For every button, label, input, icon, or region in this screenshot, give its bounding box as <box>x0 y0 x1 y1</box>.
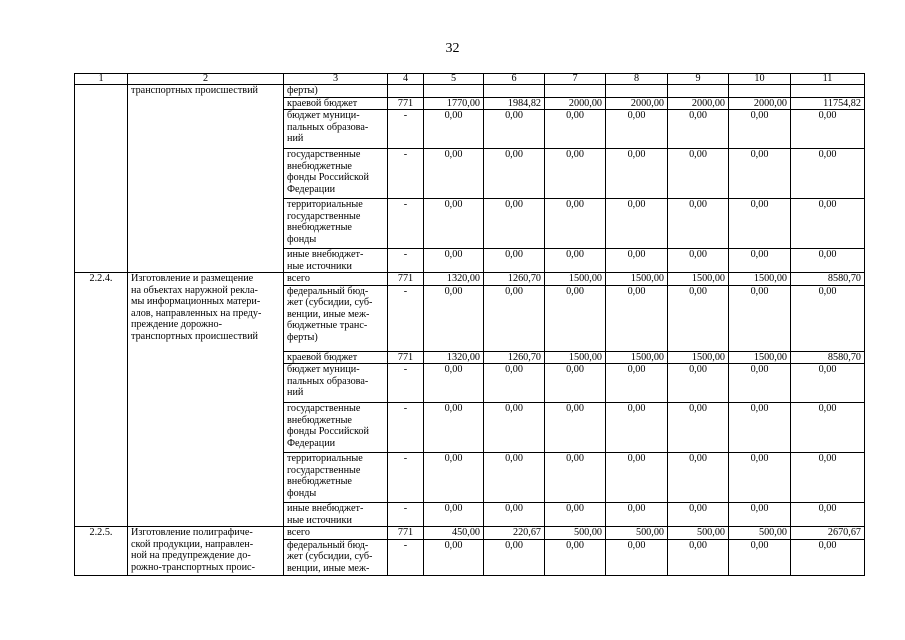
year-value: 1984,82 <box>484 97 545 110</box>
text-line: фонды <box>287 487 317 499</box>
text-line: ний <box>287 387 304 398</box>
year-value: 0,00 <box>545 110 606 149</box>
text-line: пальных образова- <box>287 121 369 133</box>
column-header: 9 <box>668 74 729 85</box>
year-value: 0,00 <box>424 364 484 403</box>
funding-source <box>284 285 388 351</box>
text-line: федеральный бюд- <box>287 285 369 297</box>
year-value: 0,00 <box>424 110 484 149</box>
budget-code: - <box>388 285 424 351</box>
year-value: 2000,00 <box>668 97 729 110</box>
text-line: государственные <box>287 149 361 160</box>
budget-code: 771 <box>388 97 424 110</box>
year-value: 0,00 <box>791 403 865 453</box>
year-value: 1260,70 <box>484 273 545 286</box>
year-value: 1320,00 <box>424 273 484 286</box>
year-value: 0,00 <box>729 199 791 249</box>
year-value: 0,00 <box>484 364 545 403</box>
table-row <box>75 273 865 286</box>
text-line: Федерации <box>287 437 336 449</box>
year-value: 1500,00 <box>729 351 791 364</box>
year-value: 0,00 <box>729 249 791 273</box>
text-line: краевой бюджет <box>287 351 358 363</box>
year-value: 0,00 <box>606 403 668 453</box>
year-value: 0,00 <box>791 110 865 149</box>
year-value: 0,00 <box>606 364 668 403</box>
funding-source <box>284 351 388 364</box>
year-value: 1500,00 <box>668 351 729 364</box>
text-line: преждение дорожно- <box>131 319 222 330</box>
text-line: внебюджетные <box>287 414 352 426</box>
year-value: 2000,00 <box>729 97 791 110</box>
column-header: 3 <box>284 74 388 85</box>
year-value: 0,00 <box>545 249 606 273</box>
text-line: фонды <box>287 233 317 245</box>
year-value: 0,00 <box>545 539 606 575</box>
budget-code: - <box>388 403 424 453</box>
year-value: 0,00 <box>424 285 484 351</box>
text-line: краевой бюджет <box>287 97 358 109</box>
column-number-row <box>75 74 865 85</box>
year-value: 1500,00 <box>606 273 668 286</box>
year-value: 0,00 <box>545 403 606 453</box>
year-value: 0,00 <box>606 249 668 273</box>
year-value: 1500,00 <box>545 273 606 286</box>
year-value: 0,00 <box>484 453 545 503</box>
year-value: 0,00 <box>606 199 668 249</box>
table-row <box>75 527 865 540</box>
budget-code: - <box>388 110 424 149</box>
text-line: бюджетные транс- <box>287 320 368 331</box>
column-header: 8 <box>606 74 668 85</box>
year-value: 0,00 <box>729 453 791 503</box>
item-number: 2.2.4. <box>75 273 128 527</box>
year-value: 0,00 <box>545 285 606 351</box>
year-value: 0,00 <box>791 539 865 575</box>
text-line: территориальные <box>287 453 363 464</box>
budget-code: - <box>388 364 424 403</box>
funding-source <box>284 249 388 273</box>
column-header: 1 <box>75 74 128 85</box>
year-value: 1770,00 <box>424 97 484 110</box>
year-value: 1500,00 <box>729 273 791 286</box>
text-line: жет (субсидии, суб- <box>287 297 373 308</box>
budget-code: 771 <box>388 527 424 540</box>
year-value: 0,00 <box>729 403 791 453</box>
year-value: 0,00 <box>484 403 545 453</box>
column-header: 10 <box>729 74 791 85</box>
text-line: государственные <box>287 464 361 476</box>
year-value: 500,00 <box>545 527 606 540</box>
text-line: федеральный бюд- <box>287 539 369 551</box>
year-value: 500,00 <box>606 527 668 540</box>
text-line: внебюджетные <box>287 476 352 487</box>
text-line: внебюджетные <box>287 160 352 172</box>
text-line: ской продукции, направлен- <box>131 538 254 550</box>
year-value: 1320,00 <box>424 351 484 364</box>
year-value: 0,00 <box>668 503 729 527</box>
text-line: венции, иные меж- <box>287 308 370 320</box>
year-value: 8580,70 <box>791 273 865 286</box>
year-value: 0,00 <box>606 285 668 351</box>
year-value: 0,00 <box>668 364 729 403</box>
year-value: 450,00 <box>424 527 484 540</box>
table-row <box>75 85 865 98</box>
year-value: 0,00 <box>668 149 729 199</box>
item-name <box>128 85 284 273</box>
budget-code: 771 <box>388 351 424 364</box>
budget-code: - <box>388 503 424 527</box>
column-header: 5 <box>424 74 484 85</box>
year-value: 0,00 <box>424 453 484 503</box>
budget-code: - <box>388 199 424 249</box>
year-value: 0,00 <box>545 453 606 503</box>
year-value <box>606 85 668 98</box>
text-line: ферты) <box>287 331 318 343</box>
text-line: транспортных происшествий <box>131 85 258 96</box>
column-header: 2 <box>128 74 284 85</box>
year-value: 0,00 <box>606 503 668 527</box>
year-value: 0,00 <box>424 199 484 249</box>
funding-source <box>284 149 388 199</box>
text-line: ферты) <box>287 85 318 96</box>
funding-source <box>284 527 388 540</box>
budget-code: - <box>388 453 424 503</box>
column-header: 4 <box>388 74 424 85</box>
budget-table <box>74 73 865 576</box>
year-value: 0,00 <box>791 149 865 199</box>
text-line: рожно-транспортных проис- <box>131 561 255 573</box>
year-value: 0,00 <box>668 199 729 249</box>
text-line: государственные <box>287 403 361 414</box>
funding-source <box>284 85 388 98</box>
year-value: 1500,00 <box>668 273 729 286</box>
funding-source <box>284 97 388 110</box>
text-line: всего <box>287 527 310 538</box>
year-value: 2670,67 <box>791 527 865 540</box>
year-value: 8580,70 <box>791 351 865 364</box>
year-value: 0,00 <box>791 249 865 273</box>
year-value: 0,00 <box>484 249 545 273</box>
text-line: бюджет муници- <box>287 364 360 375</box>
text-line: ные источники <box>287 514 352 526</box>
year-value: 11754,82 <box>791 97 865 110</box>
year-value: 0,00 <box>668 249 729 273</box>
year-value: 0,00 <box>668 110 729 149</box>
year-value: 0,00 <box>606 539 668 575</box>
text-line: всего <box>287 273 310 284</box>
item-name <box>128 273 284 527</box>
year-value: 0,00 <box>729 539 791 575</box>
year-value: 1260,70 <box>484 351 545 364</box>
funding-source <box>284 453 388 503</box>
text-line: государственные <box>287 210 361 222</box>
text-line: ной на предупреждение до- <box>131 550 251 561</box>
text-line: жет (субсидии, суб- <box>287 551 373 562</box>
year-value: 0,00 <box>424 403 484 453</box>
text-line: Федерации <box>287 183 336 195</box>
year-value <box>545 85 606 98</box>
budget-code <box>388 85 424 98</box>
year-value: 0,00 <box>668 403 729 453</box>
column-header: 7 <box>545 74 606 85</box>
funding-source <box>284 503 388 527</box>
item-name <box>128 527 284 576</box>
text-line: иные внебюджет- <box>287 249 364 260</box>
year-value: 0,00 <box>729 285 791 351</box>
text-line: транспортных происшествий <box>131 330 258 342</box>
text-line: мы информационных матери- <box>131 296 261 307</box>
column-header: 11 <box>791 74 865 85</box>
year-value <box>668 85 729 98</box>
year-value: 0,00 <box>668 285 729 351</box>
year-value: 0,00 <box>791 199 865 249</box>
year-value <box>729 85 791 98</box>
item-number: 2.2.5. <box>75 527 128 576</box>
column-header: 6 <box>484 74 545 85</box>
budget-code: 771 <box>388 273 424 286</box>
year-value <box>791 85 865 98</box>
year-value: 0,00 <box>484 110 545 149</box>
year-value: 0,00 <box>424 249 484 273</box>
year-value: 0,00 <box>729 149 791 199</box>
year-value: 0,00 <box>729 503 791 527</box>
year-value: 0,00 <box>606 149 668 199</box>
funding-source <box>284 273 388 286</box>
text-line: Изготовление и размещение <box>131 273 254 284</box>
year-value: 0,00 <box>424 539 484 575</box>
year-value: 0,00 <box>424 149 484 199</box>
year-value: 0,00 <box>545 149 606 199</box>
funding-source <box>284 110 388 149</box>
budget-code: - <box>388 249 424 273</box>
text-line: фонды Российской <box>287 172 369 183</box>
year-value <box>424 85 484 98</box>
year-value: 220,67 <box>484 527 545 540</box>
funding-source <box>284 364 388 403</box>
year-value: 2000,00 <box>606 97 668 110</box>
item-number <box>75 85 128 273</box>
year-value: 0,00 <box>484 199 545 249</box>
year-value: 500,00 <box>668 527 729 540</box>
year-value: 1500,00 <box>606 351 668 364</box>
year-value: 0,00 <box>545 503 606 527</box>
text-line: Изготовление полиграфиче- <box>131 527 253 538</box>
year-value: 500,00 <box>729 527 791 540</box>
year-value: 1500,00 <box>545 351 606 364</box>
year-value: 0,00 <box>545 199 606 249</box>
funding-source <box>284 403 388 453</box>
year-value: 2000,00 <box>545 97 606 110</box>
text-line: ные источники <box>287 260 352 272</box>
year-value: 0,00 <box>729 110 791 149</box>
year-value: 0,00 <box>729 364 791 403</box>
year-value: 0,00 <box>484 503 545 527</box>
text-line: ний <box>287 133 304 144</box>
text-line: фонды Российской <box>287 426 369 437</box>
year-value: 0,00 <box>484 149 545 199</box>
text-line: пальных образова- <box>287 375 369 387</box>
text-line: на объектах наружной рекла- <box>131 284 258 296</box>
year-value: 0,00 <box>606 453 668 503</box>
year-value: 0,00 <box>484 539 545 575</box>
year-value: 0,00 <box>791 503 865 527</box>
text-line: бюджет муници- <box>287 110 360 121</box>
year-value: 0,00 <box>484 285 545 351</box>
text-line: венции, иные меж- <box>287 562 370 574</box>
budget-code: - <box>388 149 424 199</box>
year-value: 0,00 <box>606 110 668 149</box>
funding-source <box>284 539 388 575</box>
text-line: алов, направленных на преду- <box>131 307 262 319</box>
year-value: 0,00 <box>424 503 484 527</box>
text-line: территориальные <box>287 199 363 210</box>
text-line: иные внебюджет- <box>287 503 364 514</box>
budget-table-body <box>75 74 865 576</box>
year-value: 0,00 <box>791 285 865 351</box>
year-value: 0,00 <box>791 453 865 503</box>
text-line: внебюджетные <box>287 222 352 233</box>
year-value: 0,00 <box>545 364 606 403</box>
budget-code: - <box>388 539 424 575</box>
funding-source <box>284 199 388 249</box>
page-number: 32 <box>445 41 460 56</box>
year-value: 0,00 <box>791 364 865 403</box>
year-value: 0,00 <box>668 539 729 575</box>
year-value: 0,00 <box>668 453 729 503</box>
year-value <box>484 85 545 98</box>
